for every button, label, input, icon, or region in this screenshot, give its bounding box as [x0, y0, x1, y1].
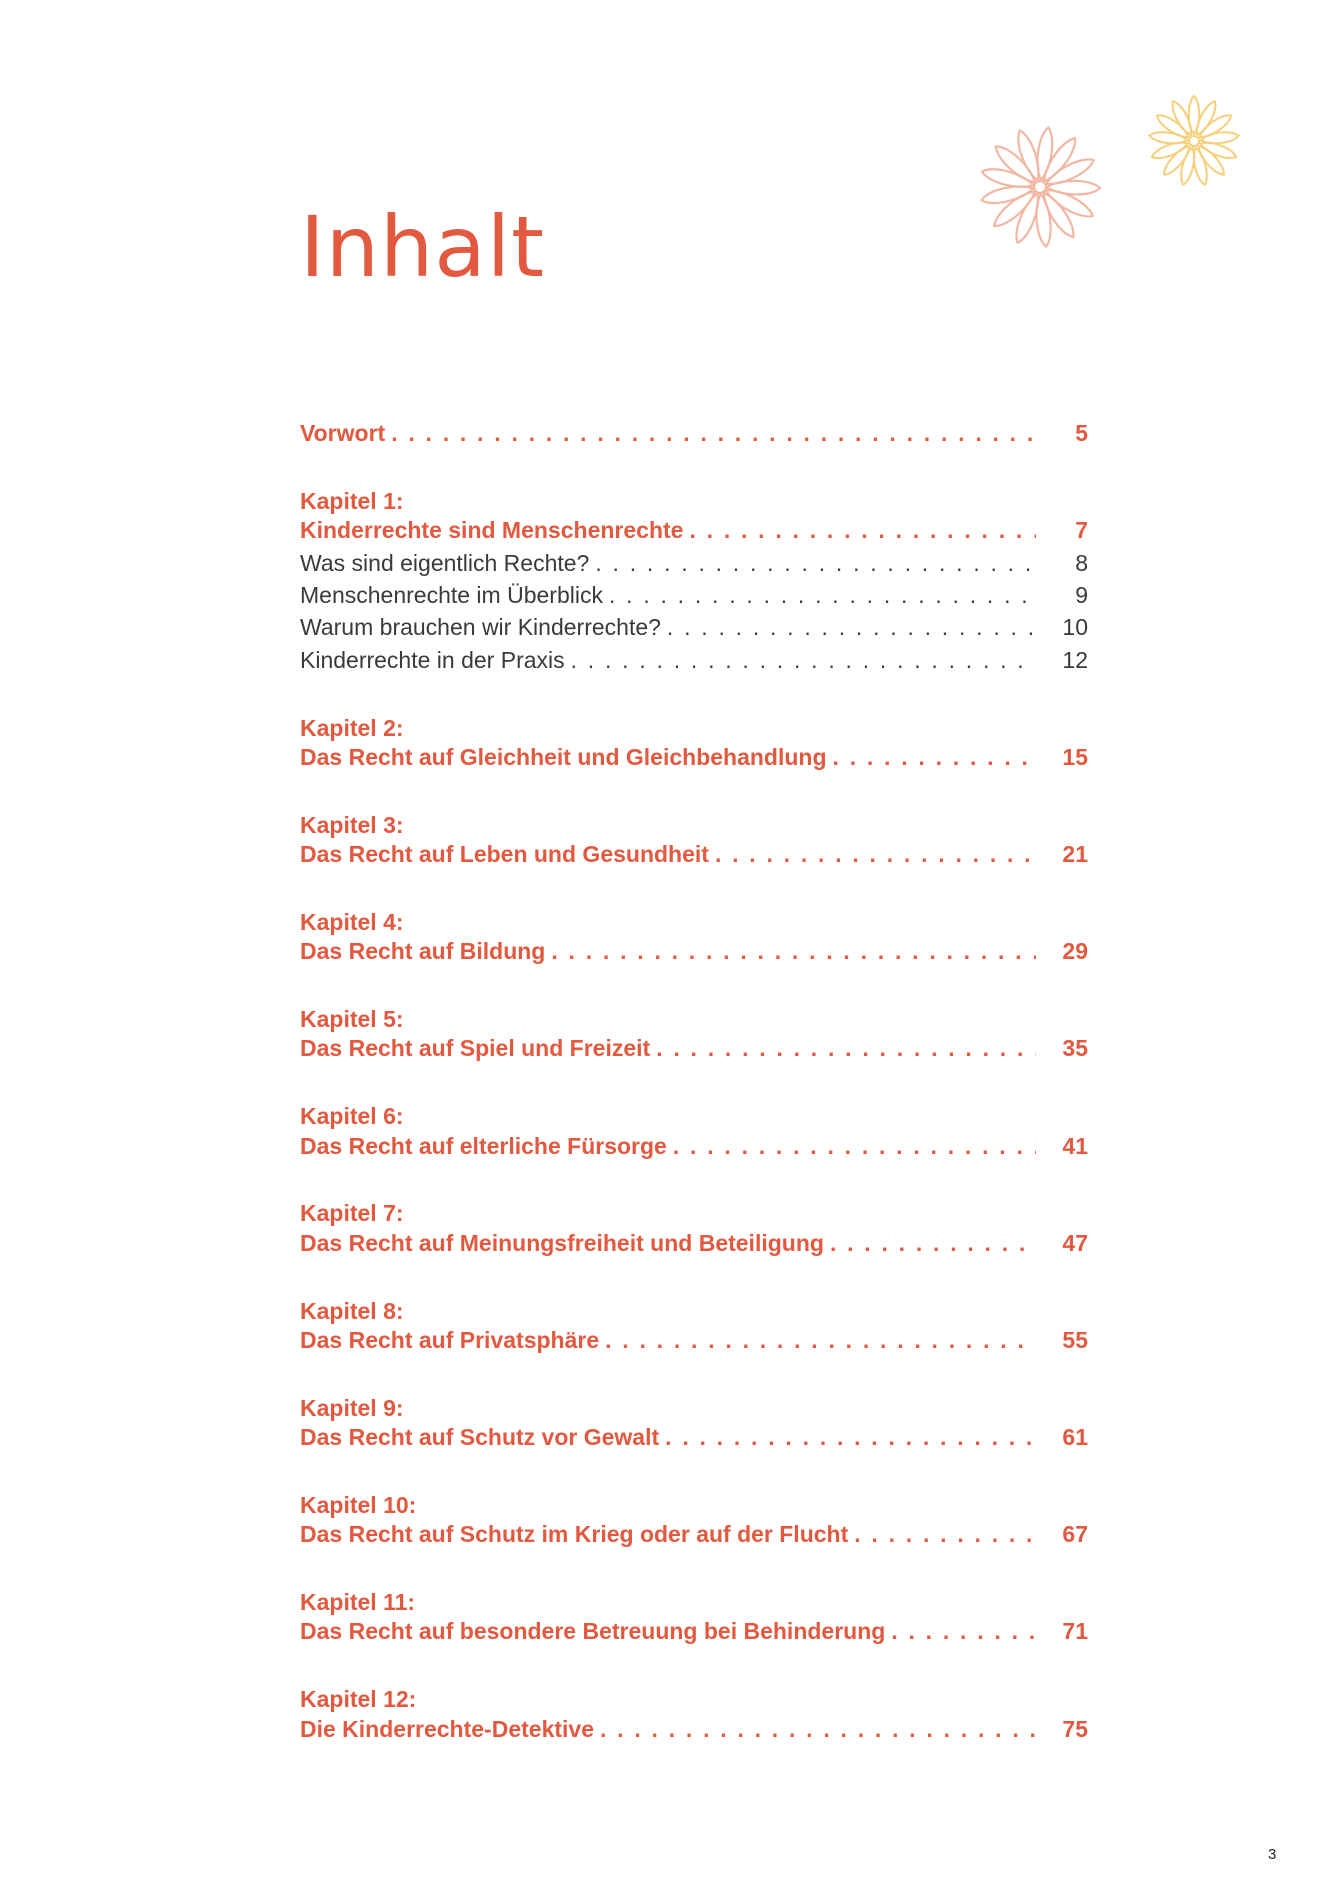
- dot-leader: [656, 1035, 1036, 1062]
- flower-yellow-decoration: [1145, 92, 1243, 190]
- dot-leader: [605, 1327, 1036, 1354]
- flower-petal: [1195, 143, 1228, 178]
- toc-entry-chapter-6[interactable]: Das Recht auf elterliche Fürsorge . . . 41: [300, 1133, 1088, 1165]
- dot-leader: [715, 841, 1036, 868]
- flower-petal: [1047, 180, 1100, 194]
- flower-petal: [1199, 139, 1238, 162]
- dot-leader: [665, 1424, 1036, 1451]
- chapter-heading: Kapitel 12:: [300, 1686, 417, 1713]
- dot-leader: [609, 582, 1036, 609]
- toc-entry-chapter-4[interactable]: Das Recht auf Bildung . . . 29: [300, 938, 1088, 970]
- toc-subentry[interactable]: Warum brauchen wir Kinderrechte? . . . 10: [300, 614, 1088, 646]
- table-of-contents: [300, 420, 1088, 1748]
- chapter-heading: Kapitel 1:: [300, 487, 404, 514]
- chapter-heading: Kapitel 4:: [300, 908, 404, 935]
- toc-entry-chapter-1[interactable]: Kinderrechte sind Menschenrechte . . . 7: [300, 517, 1088, 549]
- chapter-heading: Kapitel 6:: [300, 1103, 404, 1130]
- dot-leader: [595, 550, 1036, 577]
- toc-entry-chapter-12[interactable]: Die Kinderrechte-Detektive . . . 75: [300, 1716, 1088, 1748]
- dot-leader: [551, 938, 1036, 965]
- chapter-heading: Kapitel 8:: [300, 1297, 404, 1324]
- dot-leader: [891, 1618, 1036, 1645]
- dot-leader: [854, 1521, 1036, 1548]
- toc-entry-vorwort[interactable]: Vorwort . . . 5: [300, 420, 1088, 452]
- dot-leader: [830, 1230, 1036, 1257]
- dot-leader: [391, 420, 1036, 447]
- chapter-heading: Kapitel 5:: [300, 1006, 404, 1033]
- toc-subentry[interactable]: Kinderrechte in der Praxis . . . 12: [300, 647, 1088, 679]
- toc-subentry[interactable]: Menschenrechte im Überblick . . . 9: [300, 582, 1088, 614]
- toc-entry-chapter-8[interactable]: Das Recht auf Privatsphäre . . . 55: [300, 1327, 1088, 1359]
- toc-entry-chapter-3[interactable]: Das Recht auf Leben und Gesundheit . . . 21: [300, 841, 1088, 873]
- dot-leader: [571, 647, 1036, 674]
- chapter-heading: Kapitel 2:: [300, 714, 404, 741]
- chapter-heading: Kapitel 7:: [300, 1200, 404, 1227]
- toc-entry-chapter-9[interactable]: Das Recht auf Schutz vor Gewalt . . . 61: [300, 1424, 1088, 1456]
- dot-leader: [689, 517, 1036, 544]
- chapter-heading: Kapitel 10:: [300, 1491, 417, 1518]
- chapter-heading: Kapitel 11:: [300, 1589, 416, 1616]
- toc-subentry[interactable]: Was sind eigentlich Rechte? . . . 8: [300, 550, 1088, 582]
- flower-pink-decoration: [975, 120, 1105, 255]
- flower-petal: [1149, 130, 1188, 145]
- page-number: 3: [1268, 1846, 1277, 1863]
- chapter-heading: Kapitel 3:: [300, 811, 404, 838]
- dot-leader: [673, 1133, 1036, 1160]
- toc-entry-chapter-7[interactable]: Das Recht auf Meinungsfreiheit und Beteiligung . . . 47: [300, 1230, 1088, 1262]
- flower-petal: [1160, 143, 1193, 178]
- dot-leader: [600, 1716, 1036, 1743]
- dot-leader: [833, 744, 1036, 771]
- toc-entry-chapter-5[interactable]: Das Recht auf Spiel und Freizeit . . . 35: [300, 1035, 1088, 1067]
- dot-leader: [667, 614, 1036, 641]
- flower-petal: [1034, 193, 1053, 247]
- toc-entry-chapter-11[interactable]: Das Recht auf besondere Betreuung bei Behinderung . . . 71: [300, 1618, 1088, 1650]
- chapter-heading: Kapitel 9:: [300, 1394, 404, 1421]
- toc-entry-chapter-2[interactable]: Das Recht auf Gleichheit und Gleichbehandlung . . . 15: [300, 744, 1088, 776]
- page-title: Inhalt: [300, 198, 545, 296]
- toc-entry-chapter-10[interactable]: Das Recht auf Schutz im Krieg oder auf der Flucht . . . 67: [300, 1521, 1088, 1553]
